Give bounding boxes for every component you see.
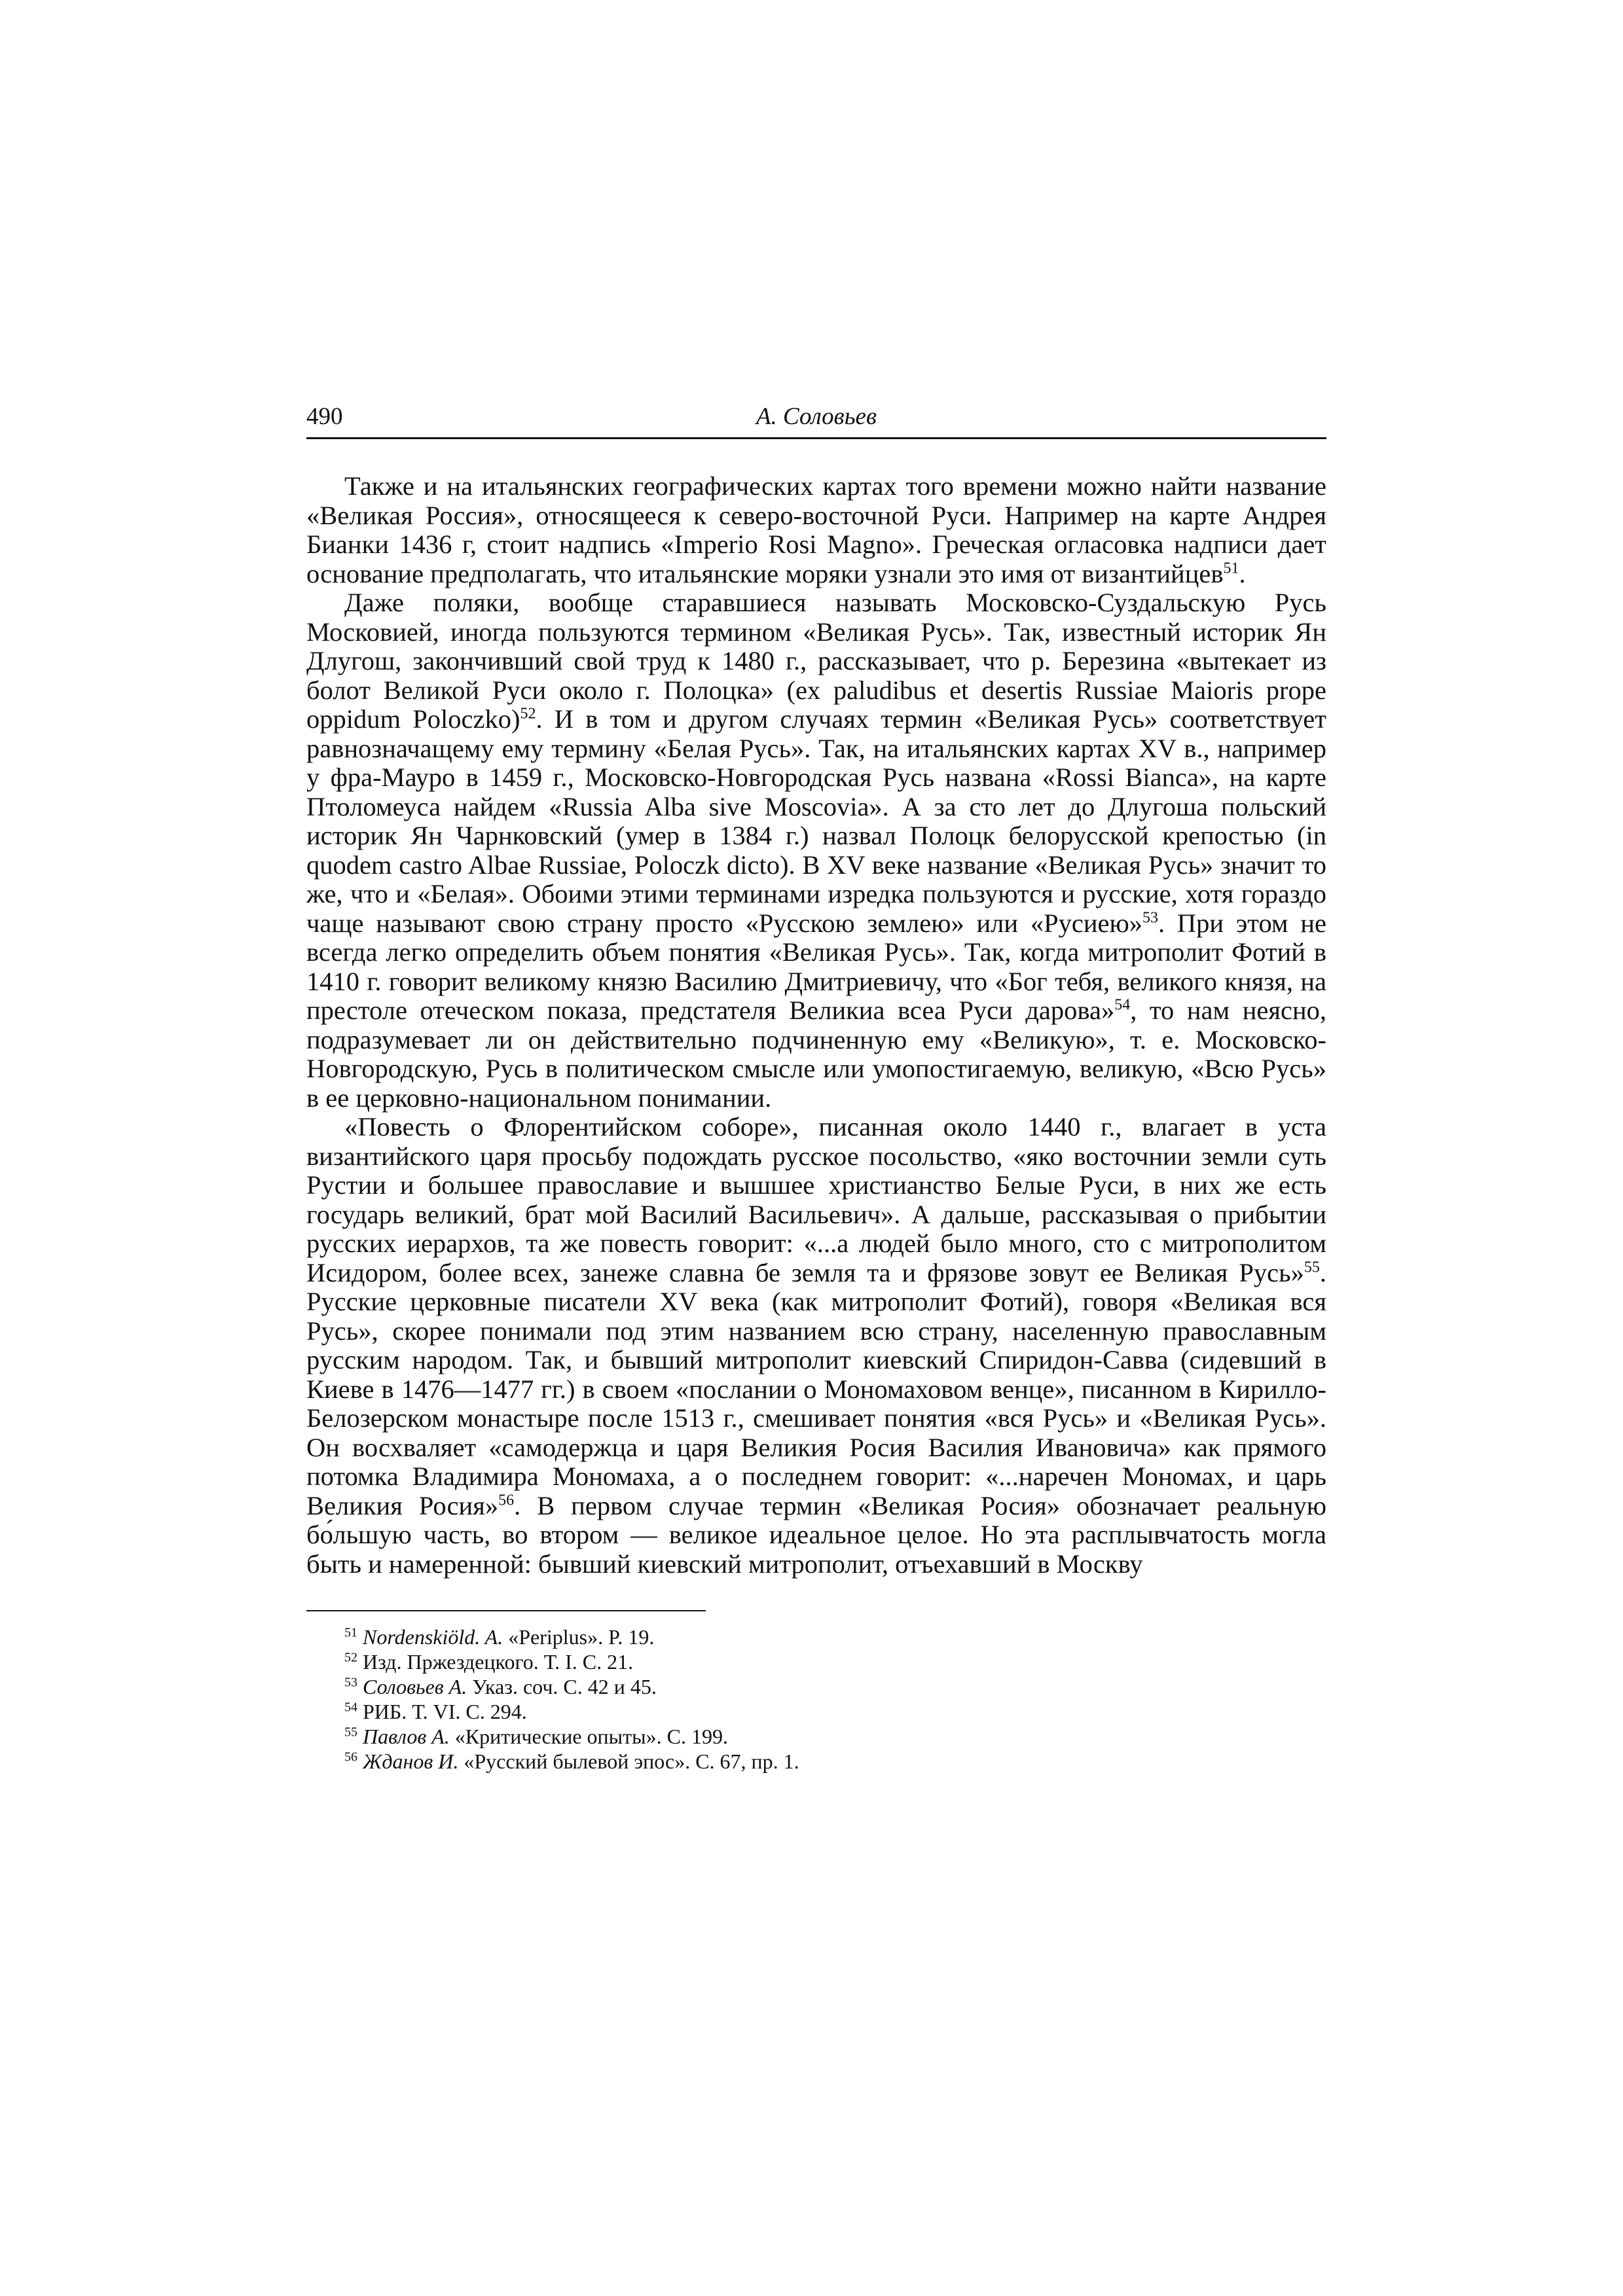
- footnote: $^{52}$ Изд. Пржездецкого. Т. I. С. 21.: [344, 1650, 634, 1674]
- paragraph: Также и на итальянских географических картах того времени можно найти название «Великая Россия», относящееся к северо-восточной Руси. Например на карте Андрея Бианки 1436 г, стоит надпись «Imperio Rosi Magno». Греческая огласовка надписи дает основание предполагать, что итальянские моряки узнали это имя от византийцев$^{51}$.: [306, 471, 1326, 588]
- page-header: [306, 391, 1326, 439]
- paragraph: «Повесть о Флорентийском соборе», писанная около 1440 г., влагает в уста византийского царя просьбу подождать русское посольство, «яко восточнии земли суть Рустии и большее православие и вышшее христианство Белые Руси, в них же есть государь великий, брат мой Василий Васильевич». А дальше, рассказывая о прибытии русских иерархов, та же повесть говорит: «...а людей было много, сто с митрополитом Исидором, более всех, занеже славна бе земля та и фрязове зовут ее Великая Русь»$^{55}$. Русские церковные писатели XV века (как митрополит Фотий), говоря «Великая вся Русь», скорее понимали под этим названием всю страну, населенную православным русским народом. Так, и бывший митрополит киевский Спиридон-Савва (сидевший в Киеве в 1476—1477 гг.) в своем «послании о Мономаховом венце», писанном в Кирилло-Белозерском монастыре после 1513 г., смешивает понятия «вся Русь» и «Великая Русь». Он восхваляет «самодержца и царя Великия Росия Василия Ивановича» как прямого потомка Владимира Мономаха, а о последнем говорит: «...наречен Мономах, и царь Великия Росия»$^{56}$. В первом случае термин «Великая Росия» обозначает реальную бо́льшую часть, во втором — великое идеальное целое. Но эта расплывчатость могла быть и намеренной: бывший киевский митрополит, отъехавший в Москву: [306, 1112, 1326, 1579]
- footnotes: [306, 1624, 1326, 1774]
- footnote-ref[interactable]: 51: [1223, 560, 1239, 577]
- footnote: $^{53}$ Соловьев А. Указ. соч. С. 42 и 45.: [344, 1675, 657, 1698]
- running-head: А. Соловьев: [756, 403, 877, 430]
- footnote-ref[interactable]: 54: [1114, 996, 1131, 1014]
- footnote-ref[interactable]: 52: [520, 705, 536, 723]
- page-number: 490: [306, 403, 343, 430]
- footnote-ref[interactable]: 56: [498, 1492, 515, 1509]
- footnote: $^{54}$ РИБ. Т. VI. С. 294.: [344, 1700, 527, 1723]
- footnote: $^{51}$ Nordenskiöld. A. «Periplus». P. 19.: [344, 1625, 655, 1649]
- footnote-ref[interactable]: 53: [1142, 909, 1159, 926]
- footnote-divider: [306, 1610, 706, 1611]
- footnote: $^{55}$ Павлов А. «Критические опыты». С. 199.: [344, 1725, 728, 1748]
- footnote-ref[interactable]: 55: [1304, 1259, 1320, 1276]
- page: [306, 391, 1326, 1774]
- paragraph: Даже поляки, вообще старавшиеся называть Московско-Суздальскую Русь Московией, иногда пользуются термином «Великая Русь». Так, известный историк Ян Длугош, закончивший свой труд к 1480 г., рассказывает, что р. Березина «вытекает из болот Великой Руси около г. Полоцка» (ex paludibus et desertis Russiae Maioris prope oppidum Poloczko)$^{52}$. И в том и другом случаях термин «Великая Русь» соответствует равнозначащему ему термину «Белая Русь». Так, на итальянских картах XV в., например у фра-Мауро в 1459 г., Московско-Новгородская Русь названа «Rossi Bianca», на карте Птоломеуса найдем «Russia Alba sive Moscovia». А за сто лет до Длугоша польский историк Ян Чарнковский (умер в 1384 г.) назвал Полоцк белорусской крепостью (in quodem castro Albae Russiae, Poloczk dicto). В XV веке название «Великая Русь» значит то же, что и «Белая». Обоими этими терминами изредка пользуются и русские, хотя гораздо чаще называют свою страну просто «Русскою землею» или «Русиею»$^{53}$. При этом не всегда легко определить объем понятия «Великая Русь». Так, когда митрополит Фотий в 1410 г. говорит великому князю Василию Дмитриевичу, что «Бог тебя, великого князя, на престоле отеческом показа, предстателя Великиа всеа Руси дарова»$^{54}$, то нам неясно, подразумевает ли он действительно подчиненную ему «Великую», т. е. Московско-Новгородскую, Русь в политическом смысле или умопостигаемую, великую, «Всю Русь» в ее церковно-национальном понимании.: [306, 588, 1326, 1113]
- footnote: $^{56}$ Жданов И. «Русский былевой эпос». С. 67, пр. 1.: [344, 1749, 799, 1773]
- body-text: [306, 472, 1326, 1579]
